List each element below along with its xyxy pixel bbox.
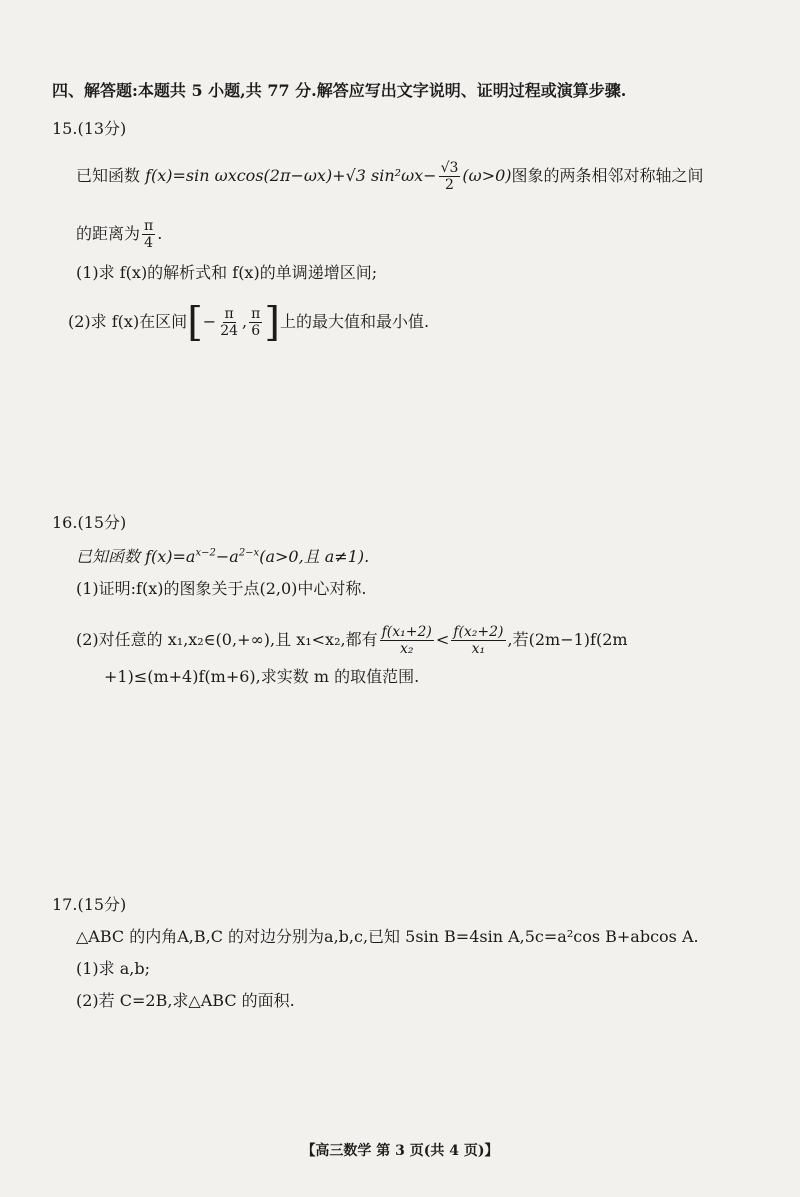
q15-part2-suffix: 上的最大值和最小值. [279, 312, 430, 331]
q16-stem-end: (a>0,且 a≠1). [259, 547, 370, 566]
minus-sign: − [202, 312, 217, 331]
frac-den: 6 [251, 323, 261, 339]
q15-interval-left [218, 306, 240, 339]
frac-den: x₁ [471, 641, 486, 657]
right-bracket: ] [264, 299, 280, 346]
q15-stem-line2 [76, 218, 162, 251]
q15-number: 15.(13分) [52, 119, 127, 138]
frac-num: π [144, 218, 154, 234]
q16-frac2 [451, 624, 505, 657]
q16-stem [76, 546, 369, 568]
frac-den: x₂ [399, 641, 414, 657]
q15-stem-suffix: 图象的两条相邻对称轴之间 [511, 166, 704, 185]
q16-exp1: x−2 [195, 547, 216, 559]
q15-stem-line2-suffix: . [157, 224, 163, 243]
page-footer: 【高三数学 第 3 页(共 4 页)】 [301, 1143, 499, 1159]
q17-part1: (1)求 a,b; [76, 959, 151, 978]
q15-stem-line2-prefix: 的距离为 [76, 224, 141, 243]
q16-frac1 [380, 624, 434, 657]
frac-num: π [251, 306, 261, 322]
q15-interval-right [249, 306, 262, 339]
q15-stem-line1 [76, 160, 704, 193]
q17-number: 17.(15分) [52, 895, 127, 914]
q15-part2 [68, 299, 430, 346]
q15-part2-prefix: (2)求 f(x)在区间 [68, 312, 188, 331]
frac-num: π [224, 306, 234, 322]
frac-den: 2 [445, 177, 454, 193]
q15-stem-cond: (ω>0) [462, 166, 512, 185]
q15-stem-func: f(x)=sin ωxcos(2π−ωx)+√3 sin²ωx− [145, 166, 437, 185]
q16-stem-mid: −a [215, 547, 239, 566]
comma: , [242, 312, 248, 331]
frac-num: f(x₁+2) [381, 624, 432, 640]
q16-part2-line2: +1)≤(m+4)f(m+6),求实数 m 的取值范围. [104, 667, 420, 686]
left-bracket: [ [187, 299, 203, 346]
q17-stem: △ABC 的内角A,B,C 的对边分别为a,b,c,已知 5sin B=4sin A,5c=a²cos B+abcos A. [76, 927, 699, 946]
section-heading: 四、解答题:本题共 5 小题,共 77 分.解答应写出文字说明、证明过程或演算步骤. [52, 81, 627, 100]
q16-number: 16.(15分) [52, 513, 127, 532]
less-than: < [435, 630, 450, 649]
q15-sqrt3-over-2 [439, 160, 461, 193]
q17-part2: (2)若 C=2B,求△ABC 的面积. [76, 991, 295, 1010]
frac-den: 4 [144, 235, 154, 251]
q16-exp2: 2−x [238, 547, 260, 559]
q15-pi-over-4 [142, 218, 155, 251]
q16-stem-start: 已知函数 f(x)=a [76, 547, 196, 566]
frac-num: f(x₂+2) [453, 624, 504, 640]
q15-stem-prefix: 已知函数 [76, 166, 146, 185]
q16-part2-line1 [76, 624, 628, 657]
frac-num: √3 [440, 160, 459, 176]
frac-den: 24 [220, 323, 239, 339]
q16-part2-suffix: ,若(2m−1)f(2m [507, 630, 628, 649]
q16-part1: (1)证明:f(x)的图象关于点(2,0)中心对称. [76, 579, 367, 598]
q16-part2-prefix: (2)对任意的 x₁,x₂∈(0,+∞),且 x₁<x₂,都有 [76, 630, 378, 649]
q15-part1: (1)求 f(x)的解析式和 f(x)的单调递增区间; [76, 263, 378, 282]
